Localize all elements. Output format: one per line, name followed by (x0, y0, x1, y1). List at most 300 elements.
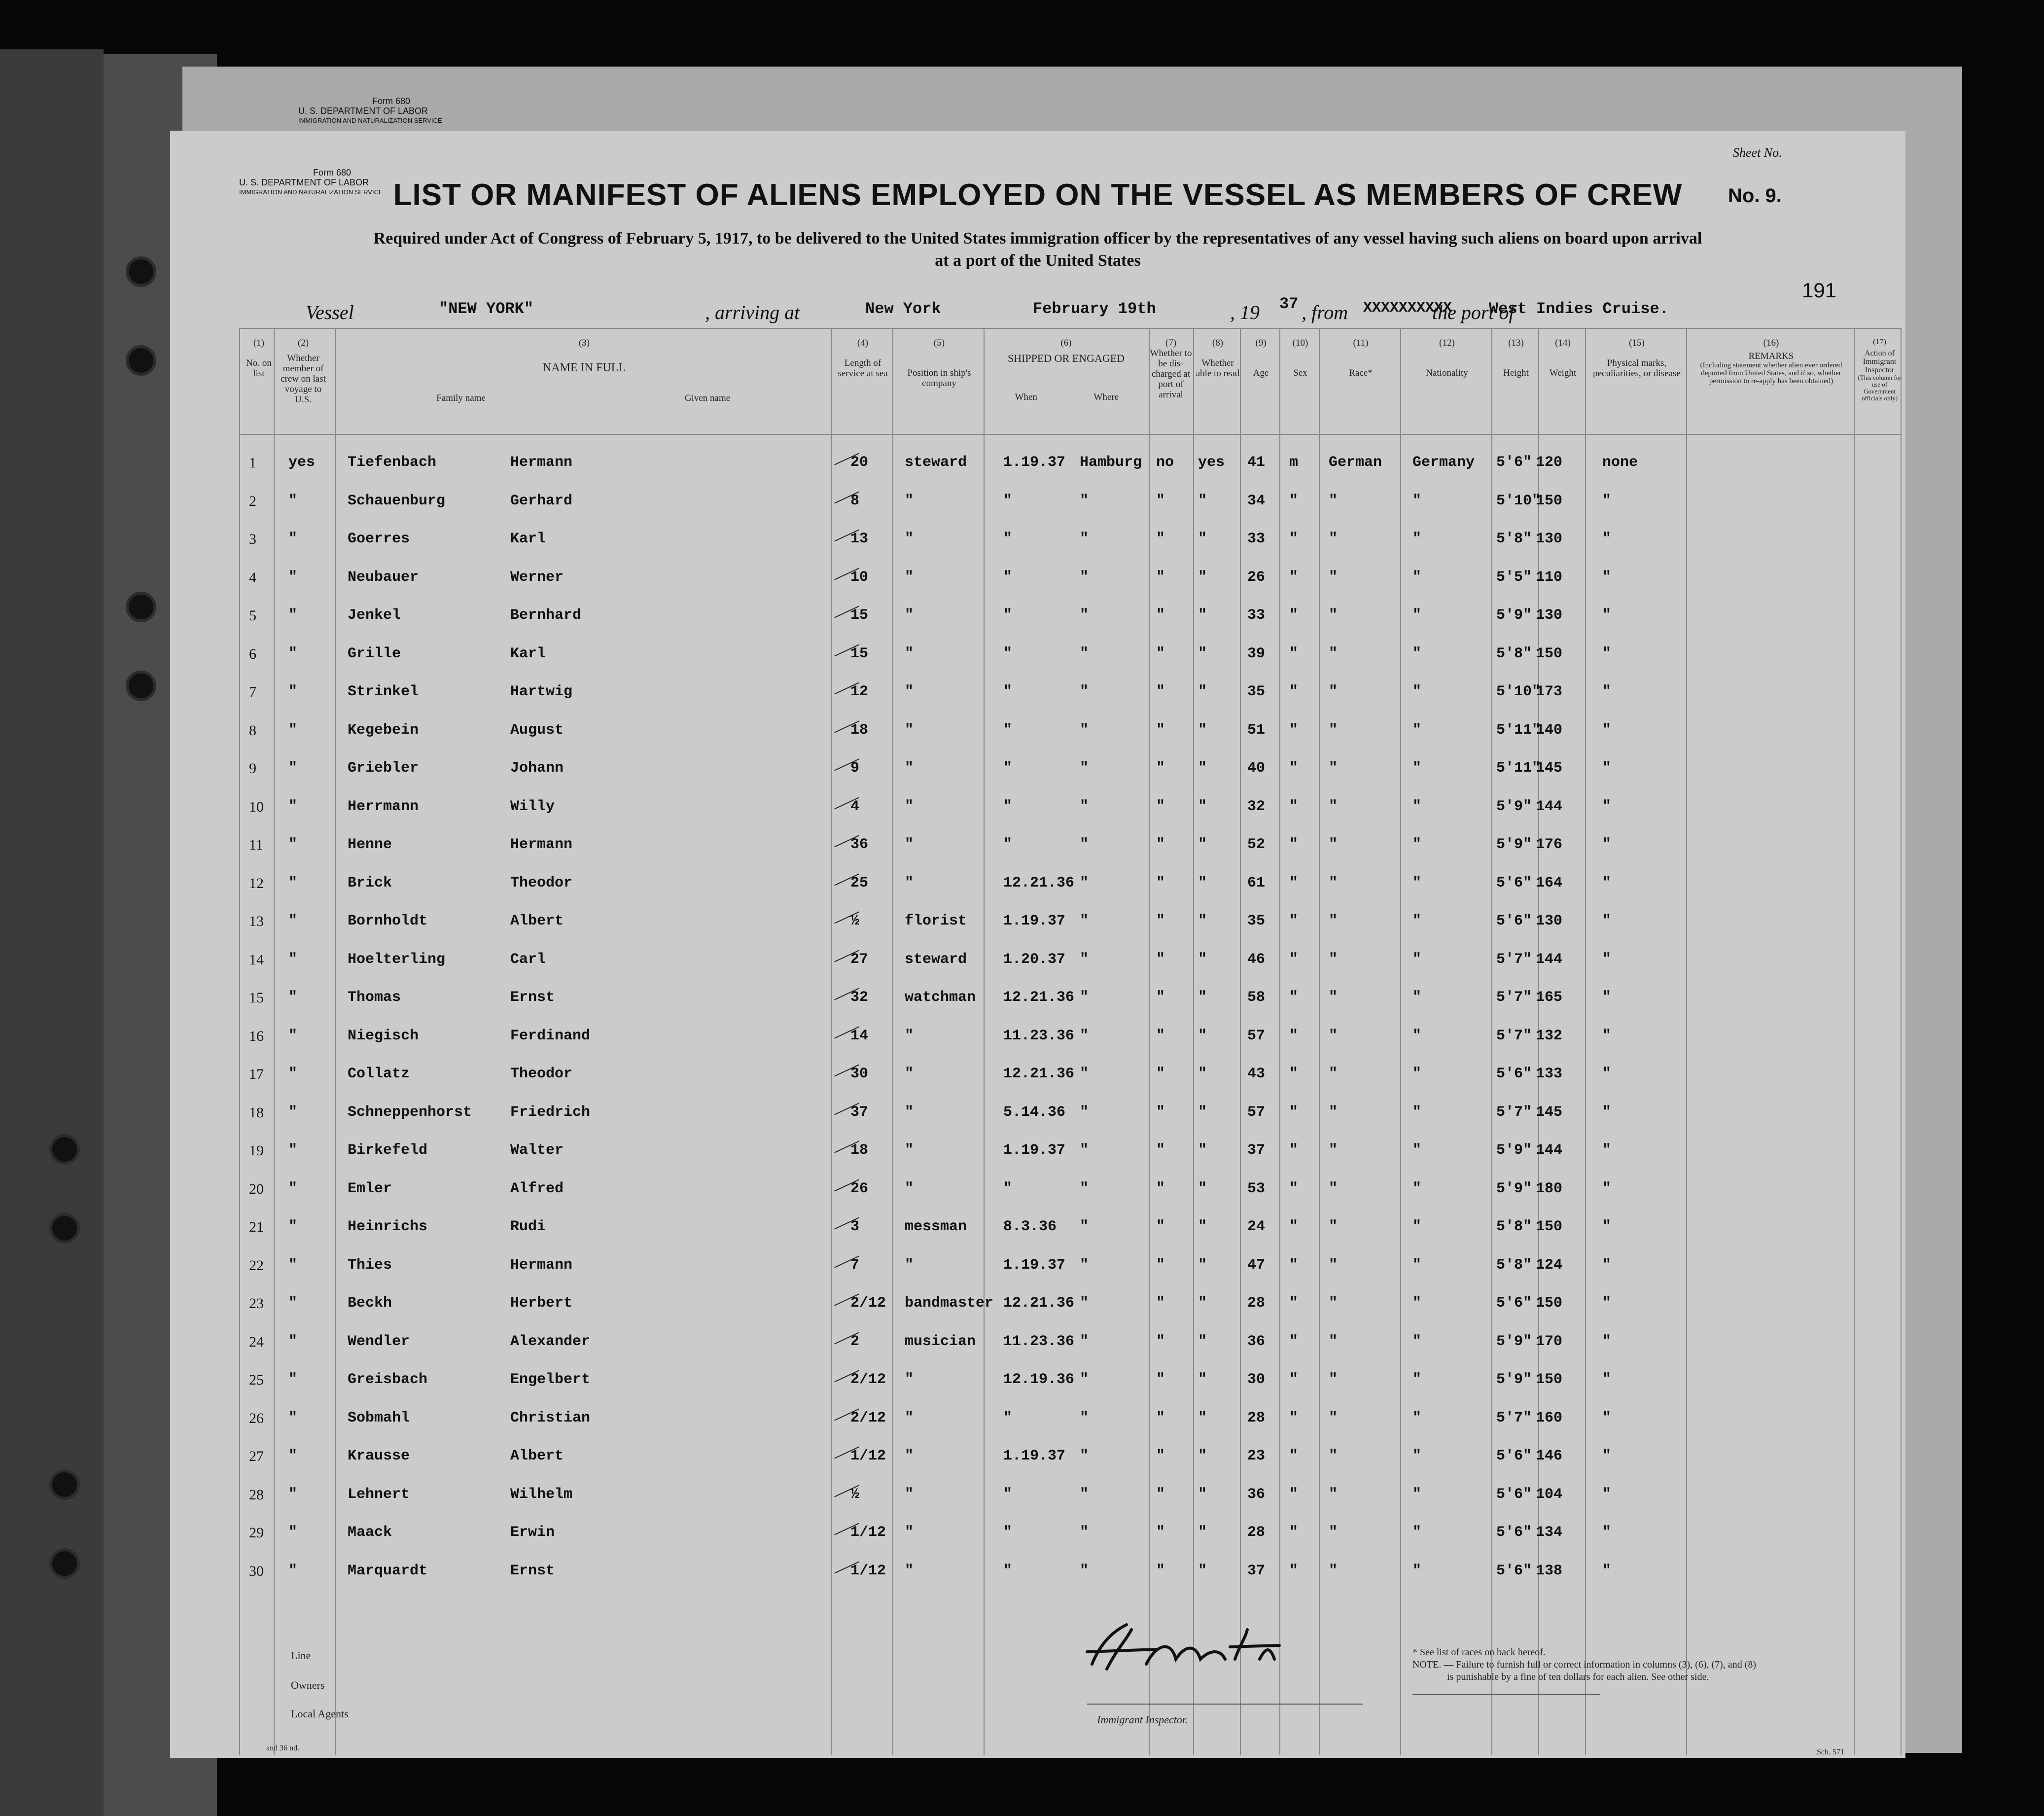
cell-given: Karl (510, 645, 546, 662)
cell-age: 46 (1247, 951, 1266, 968)
cell-no: 24 (249, 1333, 264, 1350)
cell-service: 3 (850, 1218, 860, 1235)
cell-where: " (1080, 836, 1089, 853)
cell-when: " (1003, 492, 1013, 509)
cell-race: " (1329, 913, 1338, 929)
cell-crew: " (288, 1409, 298, 1426)
cell-given: Walter (510, 1142, 564, 1159)
cell-weight: 165 (1536, 989, 1563, 1006)
footer-agents-label: Local Agents (291, 1708, 349, 1720)
cell-marks: " (1602, 989, 1612, 1006)
col-label: REMARKS (1748, 351, 1794, 361)
year-label: , 19 (1230, 301, 1260, 323)
cell-crew: " (288, 874, 298, 891)
cell-crew: " (288, 1448, 298, 1464)
cell-nationality: " (1412, 1448, 1422, 1464)
cell-position: " (905, 1448, 914, 1464)
cell-family: Griebler (348, 760, 419, 777)
cell-position: " (905, 1180, 914, 1197)
cell-discharged: " (1156, 1027, 1165, 1044)
cell-race: " (1329, 721, 1338, 739)
cell-when: 12.19.36 (1003, 1371, 1075, 1388)
cell-nationality: " (1412, 874, 1422, 891)
cell-weight: 164 (1536, 874, 1563, 891)
cell-marks: " (1602, 1486, 1612, 1503)
cell-weight: 120 (1536, 454, 1563, 471)
cell-height: 5'10" (1496, 492, 1541, 509)
cell-position: " (905, 1409, 914, 1426)
cell-race: " (1329, 1218, 1338, 1235)
vessel-name: "NEW YORK" (439, 300, 534, 318)
cell-race: " (1329, 1371, 1338, 1388)
cell-service: 13 (850, 531, 869, 547)
cell-position: " (905, 569, 914, 586)
cell-when: 12.21.36 (1003, 874, 1075, 891)
cell-where: " (1080, 1027, 1089, 1044)
cell-when: 11.23.36 (1003, 1333, 1075, 1350)
cell-family: Thies (348, 1256, 392, 1274)
from-label: , from (1302, 301, 1348, 323)
cell-crew: " (288, 1256, 298, 1274)
cell-crew: " (288, 989, 298, 1006)
cell-weight: 140 (1536, 721, 1563, 739)
col-number: (11) (1353, 338, 1369, 348)
cell-no: 20 (249, 1180, 264, 1197)
cell-family: Bornholdt (348, 913, 428, 929)
vessel-label: Vessel (306, 301, 354, 323)
cell-family: Emler (348, 1180, 392, 1197)
table-row (170, 979, 1905, 1017)
col-number: (12) (1439, 338, 1455, 348)
cell-read: " (1198, 1562, 1207, 1579)
cell-discharged: " (1156, 1180, 1165, 1197)
cell-given: Bernhard (510, 607, 582, 624)
table-row (170, 1399, 1905, 1437)
cell-no: 1 (249, 455, 256, 471)
cell-sex: m (1289, 454, 1299, 471)
cell-marks: " (1602, 721, 1612, 739)
cell-position: " (905, 874, 914, 891)
cell-crew: " (288, 1562, 298, 1579)
cell-race: " (1329, 1142, 1338, 1159)
table-row (170, 1284, 1905, 1322)
cell-weight: 144 (1536, 1142, 1563, 1159)
cell-no: 12 (249, 875, 264, 891)
cell-sex: " (1289, 989, 1299, 1006)
cell-position: " (905, 798, 914, 815)
cell-service: 26 (850, 1180, 869, 1197)
cell-crew: " (288, 760, 298, 777)
cell-no: 17 (249, 1066, 264, 1082)
cell-age: 40 (1247, 760, 1266, 777)
cell-position: " (905, 492, 914, 509)
col-16-header (1689, 338, 1854, 385)
cell-when: " (1003, 1409, 1013, 1426)
col-note: (This column for use of Government officials only) (1858, 374, 1902, 402)
cell-service: 4 (850, 798, 860, 815)
punch-hole (49, 1469, 80, 1500)
cell-race: " (1329, 951, 1338, 968)
punch-hole (126, 256, 156, 287)
col-label: Race* (1349, 368, 1373, 378)
when-header: When (1015, 392, 1037, 402)
cell-read: " (1198, 607, 1207, 624)
table-row (170, 597, 1905, 635)
cell-where: " (1080, 913, 1089, 929)
table-row (170, 1094, 1905, 1132)
col-number: (5) (933, 338, 945, 348)
footer-note-2: is punishable by a fine of ten dollars for each alien. See other side. (1447, 1672, 1709, 1682)
cell-height: 5'9" (1496, 607, 1532, 624)
cell-height: 5'6" (1496, 1066, 1532, 1082)
cell-when: " (1003, 760, 1013, 777)
col-label: Length of service at sea (838, 358, 888, 379)
cell-nationality: " (1412, 1371, 1422, 1388)
origin: West Indies Cruise. (1489, 300, 1669, 318)
cell-weight: 150 (1536, 1218, 1563, 1235)
cell-where: " (1080, 1333, 1089, 1350)
arrival-year: 37 (1279, 295, 1299, 313)
table-row (170, 941, 1905, 979)
cell-when: " (1003, 569, 1013, 586)
cell-family: Herrmann (348, 798, 419, 815)
cell-where: " (1080, 1371, 1089, 1388)
cell-no: 25 (249, 1372, 264, 1388)
cell-marks: " (1602, 913, 1612, 929)
cell-height: 5'7" (1496, 1409, 1532, 1426)
footer-corner: and 36 nd. (266, 1744, 300, 1752)
cell-height: 5'11" (1496, 760, 1541, 777)
cell-no: 18 (249, 1104, 264, 1121)
footer-inspector-label: Immigrant Inspector. (1097, 1713, 1188, 1726)
cell-service: 1/12 (850, 1562, 886, 1579)
cell-race: " (1329, 836, 1338, 853)
cell-service: 18 (850, 1142, 869, 1159)
cell-age: 53 (1247, 1180, 1266, 1197)
stamp-number: 191 (1802, 279, 1837, 302)
cell-given: Rudi (510, 1218, 546, 1235)
cell-age: 33 (1247, 531, 1266, 547)
col-number: (17) (1873, 338, 1886, 346)
cell-age: 61 (1247, 874, 1266, 891)
cell-weight: 150 (1536, 645, 1563, 662)
cell-where: " (1080, 1104, 1089, 1121)
cell-family: Tiefenbach (348, 454, 437, 471)
cell-given: Alfred (510, 1180, 564, 1197)
cell-where: " (1080, 1142, 1089, 1159)
cell-race: " (1329, 531, 1338, 547)
cell-when: 1.19.37 (1003, 1256, 1066, 1274)
cell-when: 1.19.37 (1003, 913, 1066, 929)
col-number: (10) (1292, 338, 1308, 348)
cell-crew: " (288, 798, 298, 815)
cell-crew: " (288, 1295, 298, 1312)
cell-given: Hermann (510, 836, 573, 853)
page-title: LIST OR MANIFEST OF ALIENS EMPLOYED ON THE VESSEL AS MEMBERS OF CREW (393, 178, 1683, 212)
cell-marks: " (1602, 874, 1612, 891)
cell-read: " (1198, 1142, 1207, 1159)
cell-family: Marquardt (348, 1562, 428, 1579)
footer-owners-label: Owners (291, 1679, 325, 1691)
cell-race: " (1329, 1066, 1338, 1082)
cell-race: " (1329, 1524, 1338, 1541)
cell-when: " (1003, 1180, 1013, 1197)
col-12-header (1403, 338, 1491, 378)
col-label: Age (1253, 368, 1269, 378)
cell-no: 16 (249, 1028, 264, 1044)
col-label: Whether member of crew on last voyage to U.S. (281, 353, 326, 405)
cell-position: " (905, 721, 914, 739)
table-row (170, 520, 1905, 558)
cell-service: 18 (850, 721, 869, 739)
cell-age: 37 (1247, 1142, 1266, 1159)
sheet-label: Sheet No. (1733, 145, 1782, 160)
cell-family: Lehnert (348, 1486, 410, 1503)
cell-nationality: " (1412, 798, 1422, 815)
cell-sex: " (1289, 836, 1299, 853)
cell-family: Krausse (348, 1448, 410, 1464)
cell-crew: " (288, 1142, 298, 1159)
grid-row-line (239, 328, 1901, 329)
table-row (170, 788, 1905, 826)
back-form-dept: U. S. DEPARTMENT OF LABOR (298, 106, 428, 116)
cell-weight: 150 (1536, 1371, 1563, 1388)
cell-crew: " (288, 1486, 298, 1503)
table-row (170, 1476, 1905, 1514)
cell-discharged: " (1156, 721, 1165, 739)
cell-position: " (905, 760, 914, 777)
cell-read: " (1198, 913, 1207, 929)
table-row (170, 673, 1905, 711)
cell-family: Birkefeld (348, 1142, 428, 1159)
cell-no: 30 (249, 1563, 264, 1579)
cell-no: 15 (249, 990, 264, 1006)
punch-hole (49, 1548, 80, 1579)
cell-marks: " (1602, 1295, 1612, 1312)
col-number: (1) (253, 338, 265, 348)
sheet-number: No. 9. (1728, 185, 1782, 207)
col-number: (6) (1060, 338, 1072, 348)
cell-age: 35 (1247, 913, 1266, 929)
cell-no: 3 (249, 531, 256, 547)
cell-given: Erwin (510, 1524, 555, 1541)
table-row (170, 1437, 1905, 1475)
cell-sex: " (1289, 913, 1299, 929)
cell-discharged: " (1156, 951, 1165, 968)
cell-position: " (905, 683, 914, 700)
table-row (170, 1323, 1905, 1361)
cell-marks: " (1602, 1180, 1612, 1197)
cell-no: 10 (249, 798, 264, 815)
cell-height: 5'6" (1496, 454, 1532, 471)
col-4-header (833, 338, 892, 379)
cell-marks: " (1602, 1409, 1612, 1426)
punch-hole (49, 1213, 80, 1244)
cell-when: " (1003, 798, 1013, 815)
cell-given: Carl (510, 951, 546, 968)
cell-where: " (1080, 721, 1089, 739)
cell-discharged: " (1156, 1066, 1165, 1082)
cell-sex: " (1289, 1333, 1299, 1350)
col-note: (Including statement whether alien ever ordered deported from United States, and if so, whether permission to re-apply has been obtained) (1700, 361, 1842, 385)
subtitle-line-1: Required under Act of Congress of February 5, 1917, to be delivered to the United States immigration officer by the representatives of any vessel having such aliens on board upon arrival (373, 229, 1702, 248)
cell-marks: " (1602, 1524, 1612, 1541)
cell-service: 2/12 (850, 1371, 886, 1388)
cell-race: " (1329, 1104, 1338, 1121)
cell-sex: " (1289, 1027, 1299, 1044)
cell-weight: 130 (1536, 531, 1563, 547)
cell-no: 6 (249, 645, 256, 662)
cell-given: Herbert (510, 1295, 573, 1312)
cell-read: " (1198, 836, 1207, 853)
col-label: Height (1503, 368, 1529, 378)
cell-crew: " (288, 569, 298, 586)
cell-sex: " (1289, 760, 1299, 777)
cell-where: " (1080, 760, 1089, 777)
cell-position: bandmaster (905, 1295, 994, 1312)
cell-nationality: " (1412, 1333, 1422, 1350)
cell-marks: " (1602, 1066, 1612, 1082)
cell-age: 41 (1247, 454, 1266, 471)
cell-marks: " (1602, 798, 1612, 815)
cell-height: 5'6" (1496, 1562, 1532, 1579)
cell-age: 43 (1247, 1066, 1266, 1082)
cell-crew: " (288, 1371, 298, 1388)
cell-no: 9 (249, 760, 256, 777)
cell-where: " (1080, 492, 1089, 509)
col-2-header (276, 338, 330, 405)
cell-position: steward (905, 951, 967, 968)
cell-service: 1/12 (850, 1448, 886, 1464)
cell-read: " (1198, 989, 1207, 1006)
col-label: Whether to be dis-charged at port of arrival (1150, 348, 1192, 400)
cell-no: 26 (249, 1410, 264, 1426)
cell-read: yes (1198, 454, 1225, 471)
cell-crew: " (288, 836, 298, 853)
cell-service: 25 (850, 874, 869, 891)
cell-sex: " (1289, 951, 1299, 968)
cell-read: " (1198, 1448, 1207, 1464)
cell-weight: 145 (1536, 760, 1563, 777)
cell-where: " (1080, 683, 1089, 700)
cell-age: 33 (1247, 607, 1266, 624)
cell-race: " (1329, 1027, 1338, 1044)
cell-family: Goerres (348, 531, 410, 547)
table-row (170, 1017, 1905, 1055)
table-row (170, 1208, 1905, 1246)
cell-given: Willy (510, 798, 555, 815)
cell-where: " (1080, 951, 1089, 968)
cell-given: Hermann (510, 454, 573, 471)
cell-service: 32 (850, 989, 869, 1006)
cell-discharged: " (1156, 760, 1165, 777)
cell-nationality: " (1412, 1104, 1422, 1121)
cell-when: " (1003, 836, 1013, 853)
cell-height: 5'6" (1496, 874, 1532, 891)
back-form-number: Form 680 (372, 96, 411, 106)
cell-when: " (1003, 1562, 1013, 1579)
col-6-header (986, 338, 1146, 402)
cell-when: 12.21.36 (1003, 1295, 1075, 1312)
cell-service: 15 (850, 645, 869, 662)
cell-nationality: " (1412, 492, 1422, 509)
cell-height: 5'7" (1496, 1104, 1532, 1121)
cell-nationality: " (1412, 1142, 1422, 1159)
cell-sex: " (1289, 1562, 1299, 1579)
cell-when: 12.21.36 (1003, 1066, 1075, 1082)
table-row (170, 826, 1905, 864)
cell-nationality: " (1412, 721, 1422, 739)
cell-discharged: " (1156, 1524, 1165, 1541)
table-row (170, 1132, 1905, 1170)
cell-sex: " (1289, 569, 1299, 586)
cell-read: " (1198, 1524, 1207, 1541)
cell-where: " (1080, 1180, 1089, 1197)
table-row (170, 482, 1905, 520)
cell-age: 39 (1247, 645, 1266, 662)
footer-races-note: * See list of races on back hereof. (1412, 1647, 1546, 1658)
cell-no: 27 (249, 1448, 264, 1464)
cell-marks: " (1602, 1218, 1612, 1235)
cell-marks: " (1602, 531, 1612, 547)
cell-given: Engelbert (510, 1371, 591, 1388)
cell-when: 1.19.37 (1003, 1448, 1066, 1464)
cell-no: 8 (249, 722, 256, 739)
cell-service: 2/12 (850, 1409, 886, 1426)
cell-family: Thomas (348, 989, 401, 1006)
cell-read: " (1198, 531, 1207, 547)
cell-family: Strinkel (348, 683, 419, 700)
cell-marks: " (1602, 683, 1612, 700)
col-3-header (338, 338, 831, 403)
cell-height: 5'6" (1496, 913, 1532, 929)
cell-weight: 144 (1536, 798, 1563, 815)
cell-nationality: " (1412, 531, 1422, 547)
back-form-service: IMMIGRATION AND NATURALIZATION SERVICE (298, 117, 442, 124)
footer-schedule: Sch. 571 (1817, 1748, 1844, 1756)
cell-discharged: " (1156, 1142, 1165, 1159)
cell-read: " (1198, 569, 1207, 586)
cell-weight: 134 (1536, 1524, 1563, 1541)
cell-when: 1.19.37 (1003, 1142, 1066, 1159)
cell-marks: " (1602, 492, 1612, 509)
cell-position: " (905, 531, 914, 547)
cell-weight: 150 (1536, 492, 1563, 509)
cell-race: " (1329, 874, 1338, 891)
cell-weight: 176 (1536, 836, 1563, 853)
struck-text: XXXXXXXXXX (1363, 300, 1452, 317)
cell-given: Ferdinand (510, 1027, 591, 1044)
cell-position: messman (905, 1218, 967, 1235)
col-label: Action of Immigrant Inspector (1863, 349, 1897, 374)
cell-service: 14 (850, 1027, 869, 1044)
cell-race: " (1329, 760, 1338, 777)
col-5-header (895, 338, 984, 389)
cell-height: 5'5" (1496, 569, 1532, 586)
cell-given: Albert (510, 1448, 564, 1464)
cell-where: " (1080, 645, 1089, 662)
col-label: Whether able to read (1196, 358, 1240, 379)
cell-service: 30 (850, 1066, 869, 1082)
cell-discharged: " (1156, 683, 1165, 700)
cell-no: 21 (249, 1219, 264, 1235)
cell-discharged: " (1156, 874, 1165, 891)
cell-sex: " (1289, 1524, 1299, 1541)
cell-discharged: " (1156, 1409, 1165, 1426)
cell-nationality: " (1412, 1027, 1422, 1044)
cell-weight: 173 (1536, 683, 1563, 700)
cell-given: Wilhelm (510, 1486, 573, 1503)
